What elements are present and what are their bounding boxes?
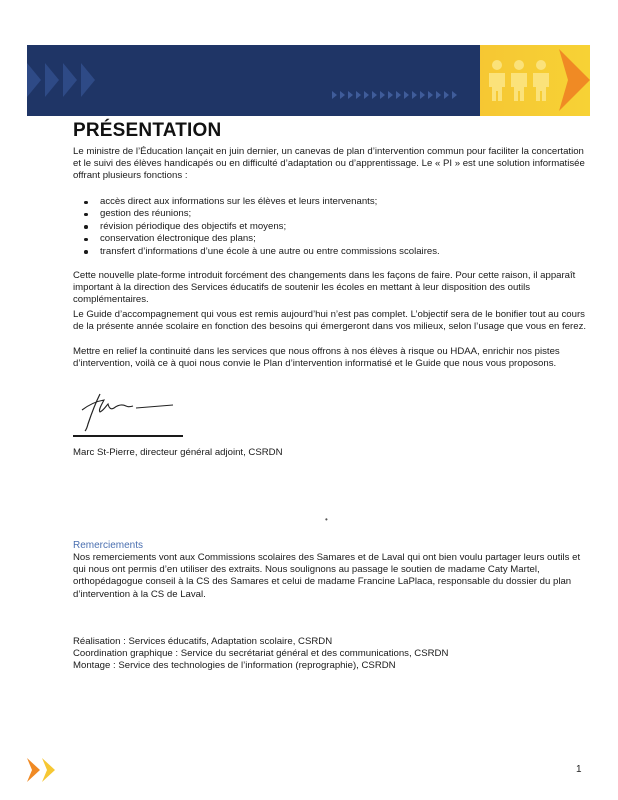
list-item: conservation électronique des plans;	[73, 233, 440, 245]
credits-block	[73, 636, 448, 673]
banner-left-chevrons-icon	[27, 63, 95, 97]
thanks-heading: Remerciements	[73, 540, 144, 551]
credit-line: Coordination graphique : Service du secrétariat général et des communications, CSRDN	[73, 648, 449, 660]
banner-dot-chevrons-icon	[332, 91, 457, 99]
credit-line: Montage : Service des technologies de l’information (reprographie), CSRDN	[73, 660, 396, 672]
thanks-text: Nos remerciements vont aux Commissions scolaires des Samares et de Laval qui ont bien voulu partager leurs outils et qui nous ont permis d’en utiliser des extraits. Nous soulignons au passage le soutien de madame Caty Martel, orthopédagogue conseil à la CS des Samares et celui de madame Francine LaPlaca, responsable du dossier du plan d’intervention à la CS de Laval.	[73, 552, 581, 600]
signature-line	[73, 435, 183, 437]
banner-graphics	[27, 45, 590, 116]
signatory-name: Marc St-Pierre, directeur général adjoint, CSRDN	[73, 447, 283, 458]
paragraph-guide: Le Guide d’accompagnement qui vous est remis aujourd’hui n’est pas complet. L’objectif sera de le bonifier tout au cours de la présente année scolaire en fonction des besoins qui émergeront dans vos milieux, selon l’usage que vous en ferez.	[73, 309, 587, 333]
paragraph-continuity: Mettre en relief la continuité dans les services que nous offrons à nos élèves à risque ou HDAA, enrichir nos pistes d’intervention, voilà ce à quoi nous convie le Plan d’intervention informatisé et le Guide que nous vous proposons.	[73, 346, 560, 370]
banner-right-arrow-icon	[559, 49, 590, 111]
list-item: révision périodique des objectifs et moyens;	[73, 221, 440, 233]
functions-list	[73, 196, 440, 258]
signature-icon	[78, 388, 188, 432]
list-item: accès direct aux informations sur les élèves et leurs intervenants;	[73, 196, 440, 208]
list-item: gestion des réunions;	[73, 208, 440, 220]
credit-line: Réalisation : Services éducatifs, Adaptation scolaire, CSRDN	[73, 636, 333, 647]
header-banner	[27, 45, 590, 116]
list-item: transfert d’informations d’une école à une autre ou entre commissions scolaires.	[73, 246, 440, 258]
page-number: 1	[576, 764, 582, 775]
footer-arrows-icon	[25, 757, 59, 783]
paragraph-platform: Cette nouvelle plate-forme introduit forcément des changements dans les façons de faire. Pour cette raison, il apparaît important à la direction des Services éducatifs de soutenir les écoles en mettant à leur disposition des outils complémentaires.	[73, 270, 576, 306]
children-chain-icon	[489, 60, 549, 101]
intro-paragraph: Le ministre de l’Éducation lançait en juin dernier, un canevas de plan d’intervention commun pour faciliter la concertation et le suivi des élèves handicapés ou en difficulté d’adaptation ou d’apprentissage. Le « PI » est une solution informatisée offrant plusieurs fonctions :	[73, 146, 585, 182]
page-title: PRÉSENTATION	[73, 120, 222, 141]
separator-mark: •	[325, 515, 328, 524]
